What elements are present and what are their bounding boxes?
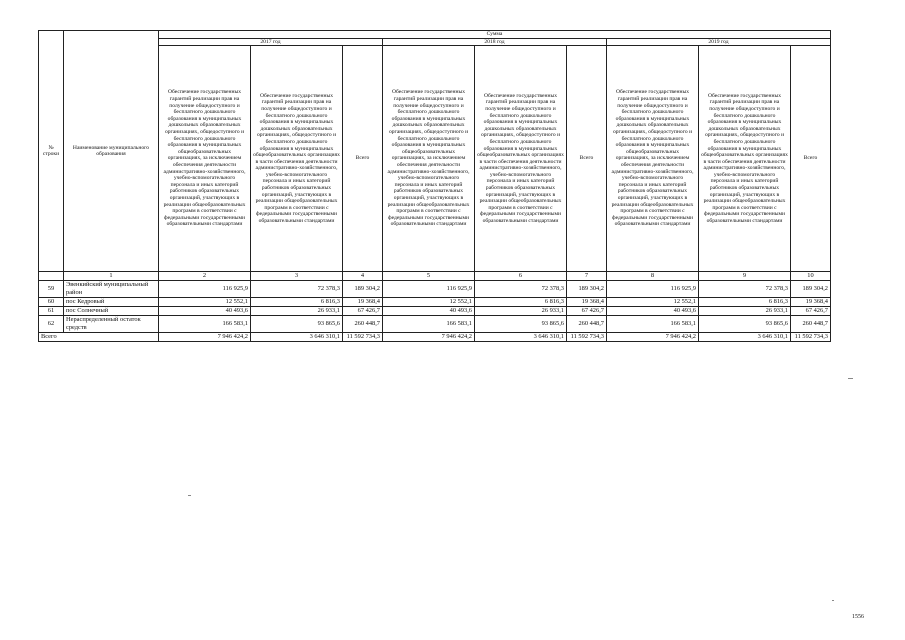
value-cell: 116 925,9 — [159, 281, 251, 298]
value-cell: 26 933,1 — [475, 307, 567, 316]
subvention-table — [38, 30, 831, 342]
table-row — [39, 307, 831, 316]
municipality-name: Нераспределенный остаток средств — [64, 316, 159, 333]
column-number: 5 — [383, 272, 475, 281]
value-cell: 72 378,3 — [475, 281, 567, 298]
total-label: Всего — [39, 333, 159, 342]
value-cell: 93 865,6 — [475, 316, 567, 333]
table-row — [39, 298, 831, 307]
col-total-2017: Всего — [343, 46, 383, 272]
year-2018-header: 2018 год — [383, 38, 607, 46]
value-cell: 189 304,2 — [343, 281, 383, 298]
value-cell: 116 925,9 — [383, 281, 475, 298]
value-cell: 26 933,1 — [251, 307, 343, 316]
value-cell: 260 448,7 — [343, 316, 383, 333]
total-value: 11 592 734,3 — [567, 333, 607, 342]
column-number: 3 — [251, 272, 343, 281]
value-cell: 93 865,6 — [251, 316, 343, 333]
column-number: 9 — [699, 272, 791, 281]
row-number-header: № строки — [39, 31, 64, 272]
col-desc-support-2019: Обеспечение государственных гарантий реализации прав на получение общедоступного и бесплатного дошкольного образования в муниципальных дошкольных образовательных организациях, общедоступного и бесплатного дошкольного образования в муниципальных общеобразовательных организациях в части обеспечения деятельности административно-хозяйственного, учебно-вспомогательного персонала и иных категорий работников образовательных организаций, участвующих в реализации общеобразовательных программ в соответствии с федеральными государственными образовательными стандартами — [699, 46, 791, 272]
year-2017-header: 2017 год — [159, 38, 383, 46]
value-cell: 260 448,7 — [791, 316, 831, 333]
value-cell: 26 933,1 — [699, 307, 791, 316]
value-cell: 6 816,3 — [699, 298, 791, 307]
value-cell: 166 583,1 — [159, 316, 251, 333]
value-cell: 40 493,6 — [159, 307, 251, 316]
value-cell: 72 378,3 — [251, 281, 343, 298]
total-value: 11 592 734,3 — [343, 333, 383, 342]
column-number: 6 — [475, 272, 567, 281]
row-number: 59 — [39, 281, 64, 298]
value-cell: 260 448,7 — [567, 316, 607, 333]
value-cell: 19 368,4 — [343, 298, 383, 307]
col-desc-school-2017: Обеспечение государственных гарантий реализации прав на получение общедоступного и бесплатного дошкольного образования в муниципальных дошкольных образовательных организациях, общедоступного и бесплатного дошкольного образования в муниципальных общеобразовательных организациях, за исключением обеспечения деятельности административно-хозяйственного, учебно-вспомогательного персонала и иных категорий работников образовательных организаций, участвующих в реализации общеобразовательных программ в соответствии с федеральными государственными образовательными стандартами — [159, 46, 251, 272]
year-2019-header: 2019 год — [607, 38, 831, 46]
row-number: 61 — [39, 307, 64, 316]
value-cell: 67 426,7 — [791, 307, 831, 316]
value-cell: 40 493,6 — [607, 307, 699, 316]
col-total-2018: Всего — [567, 46, 607, 272]
municipality-name: Эвенкийский муниципальный район — [64, 281, 159, 298]
col-desc-support-2018: Обеспечение государственных гарантий реализации прав на получение общедоступного и бесплатного дошкольного образования в муниципальных дошкольных образовательных организациях, общедоступного и бесплатного дошкольного образования в муниципальных общеобразовательных организациях в части обеспечения деятельности административно-хозяйственного, учебно-вспомогательного персонала и иных категорий работников образовательных организаций, участвующих в реализации общеобразовательных программ в соответствии с федеральными государственными образовательными стандартами — [475, 46, 567, 272]
value-cell: 12 552,1 — [607, 298, 699, 307]
col-desc-school-2019: Обеспечение государственных гарантий реализации прав на получение общедоступного и бесплатного дошкольного образования в муниципальных дошкольных образовательных организациях, общедоступного и бесплатного дошкольного образования в муниципальных общеобразовательных организациях, за исключением обеспечения деятельности административно-хозяйственного, учебно-вспомогательного персонала и иных категорий работников образовательных организаций, участвующих в реализации общеобразовательных программ в соответствии с федеральными государственными образовательными стандартами — [607, 46, 699, 272]
total-value: 11 592 734,3 — [791, 333, 831, 342]
value-cell: 19 368,4 — [791, 298, 831, 307]
value-cell: 189 304,2 — [791, 281, 831, 298]
column-number: 1 — [64, 272, 159, 281]
column-number: 2 — [159, 272, 251, 281]
column-number: 4 — [343, 272, 383, 281]
column-number: 8 — [607, 272, 699, 281]
page-number: 1556 — [852, 614, 864, 620]
total-value: 3 646 310,1 — [475, 333, 567, 342]
col-desc-school-2018: Обеспечение государственных гарантий реализации прав на получение общедоступного и бесплатного дошкольного образования в муниципальных дошкольных образовательных организациях, общедоступного и бесплатного дошкольного образования в муниципальных общеобразовательных организациях, за исключением обеспечения деятельности административно-хозяйственного, учебно-вспомогательного персонала и иных категорий работников образовательных организаций, участвующих в реализации общеобразовательных программ в соответствии с федеральными государственными образовательными стандартами — [383, 46, 475, 272]
value-cell: 6 816,3 — [475, 298, 567, 307]
total-value: 7 946 424,2 — [159, 333, 251, 342]
value-cell: 12 552,1 — [159, 298, 251, 307]
value-cell: 72 378,3 — [699, 281, 791, 298]
value-cell: 19 368,4 — [567, 298, 607, 307]
scan-speck — [848, 378, 853, 379]
value-cell: 166 583,1 — [607, 316, 699, 333]
value-cell: 67 426,7 — [343, 307, 383, 316]
municipality-name: пос Солнечный — [64, 307, 159, 316]
municipality-name-header: Наименование муниципального образования — [64, 31, 159, 272]
table-row — [39, 316, 831, 333]
value-cell: 67 426,7 — [567, 307, 607, 316]
value-cell: 40 493,6 — [383, 307, 475, 316]
table-row — [39, 281, 831, 298]
total-value: 3 646 310,1 — [251, 333, 343, 342]
total-value: 7 946 424,2 — [383, 333, 475, 342]
value-cell: 12 552,1 — [383, 298, 475, 307]
sum-header: Сумма — [159, 31, 831, 39]
col-total-2019: Всего — [791, 46, 831, 272]
scan-speck — [188, 495, 191, 496]
total-value: 7 946 424,2 — [607, 333, 699, 342]
scan-speck — [832, 600, 834, 601]
value-cell: 166 583,1 — [383, 316, 475, 333]
value-cell: 189 304,2 — [567, 281, 607, 298]
total-row — [39, 333, 831, 342]
value-cell: 93 865,6 — [699, 316, 791, 333]
col-desc-support-2017: Обеспечение государственных гарантий реализации прав на получение общедоступного и бесплатного дошкольного образования в муниципальных дошкольных образовательных организациях, общедоступного и бесплатного дошкольного образования в муниципальных общеобразовательных организациях в части обеспечения деятельности административно-хозяйственного, учебно-вспомогательного персонала и иных категорий работников образовательных организаций, участвующих в реализации общеобразовательных программ в соответствии с федеральными государственными образовательными стандартами — [251, 46, 343, 272]
municipality-name: пос Кедровый — [64, 298, 159, 307]
total-value: 3 646 310,1 — [699, 333, 791, 342]
value-cell: 6 816,3 — [251, 298, 343, 307]
column-number: 7 — [567, 272, 607, 281]
value-cell: 116 925,9 — [607, 281, 699, 298]
column-number-row — [39, 272, 831, 281]
row-number: 60 — [39, 298, 64, 307]
column-number: 10 — [791, 272, 831, 281]
row-number: 62 — [39, 316, 64, 333]
